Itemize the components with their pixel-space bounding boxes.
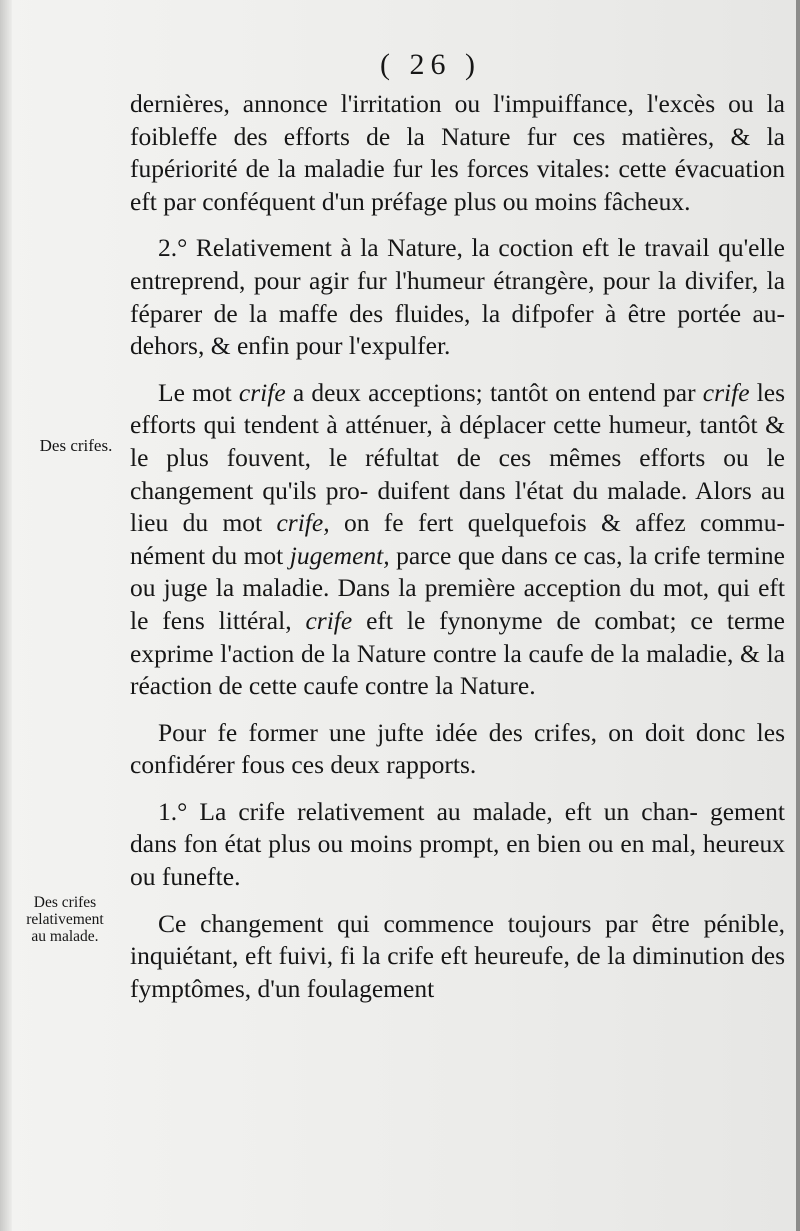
italic-word: crife bbox=[238, 377, 286, 407]
text-line: parce que dans ce cas, la bbox=[389, 540, 648, 570]
text-line: Ce changement qui commence toujours par être bbox=[158, 908, 690, 938]
margin-note-crises-relativement bbox=[6, 894, 124, 945]
paragraph-3 bbox=[130, 377, 785, 703]
page-left-shadow bbox=[0, 0, 12, 1231]
text-line: pénible, inquiétant, eft fuivi, fi la crife eft heureufe, bbox=[130, 908, 786, 971]
paragraph-4 bbox=[130, 717, 785, 782]
text-line: cette humeur, tantôt & le plus fouvent, le réfultat bbox=[130, 410, 786, 472]
text-line: pour l'expulfer. bbox=[295, 331, 451, 361]
text-line: Le mot bbox=[158, 377, 239, 407]
paragraph-6 bbox=[130, 908, 785, 1006]
text-line: a deux acceptions; tantôt on entend bbox=[285, 377, 656, 407]
text-line: Pour fe former une jufte idée des crifes, on doit bbox=[158, 717, 685, 747]
text-line: 1.° La crife relativement au malade, eft un chan- bbox=[158, 796, 698, 826]
text-line: ou la foibleffe des efforts de la Nature fur ces matières, bbox=[130, 89, 786, 151]
text-line: ou en mal, heureux ou funefte. bbox=[130, 829, 786, 892]
italic-word: crife, bbox=[276, 508, 330, 538]
text-line: fluides, la difpofer à être portée au-dehors, & enfin bbox=[130, 298, 785, 361]
text-line: travail qu'elle entreprend, pour agir fur l'humeur bbox=[130, 233, 785, 295]
page-right-edge bbox=[796, 0, 800, 1231]
margin-note-line: relativement bbox=[26, 911, 104, 928]
text-line: de la diminution des fymptômes, d'un foulagement bbox=[130, 941, 786, 1003]
text-line: on fe fert quelquefois & affez commu- bbox=[329, 508, 786, 538]
text-line: 2.° Relativement à la Nature, la coction eft le bbox=[158, 233, 636, 263]
text-line: crife termine ou juge la maladie. Dans la première bbox=[130, 540, 785, 603]
text-line: nément du mot bbox=[130, 540, 290, 570]
text-line: eft bbox=[352, 605, 393, 635]
text-line: étrangère, pour la divifer, la féparer de la maffe des bbox=[130, 265, 786, 328]
paragraph-5 bbox=[130, 796, 785, 894]
page-number: ( 26 ) bbox=[380, 48, 481, 81]
text-line: le fynonyme de combat; ce terme exprime l'action bbox=[130, 605, 785, 668]
text-line: acception du mot, qui eft le fens littéral, bbox=[130, 573, 786, 635]
text-line: & la fupériorité de la maladie fur les forces vitales: bbox=[130, 121, 785, 184]
text-line: par bbox=[663, 377, 703, 407]
main-text bbox=[130, 88, 785, 1005]
margin-note-des-crises: Des crifes. bbox=[39, 436, 113, 455]
text-line: mot bbox=[222, 508, 277, 538]
text-line: donc les confidérer fous ces deux rapports. bbox=[130, 717, 786, 780]
italic-word: crife bbox=[702, 377, 750, 407]
margin-note-line: au malade. bbox=[31, 928, 99, 945]
paragraph-2 bbox=[130, 232, 785, 362]
margin-note-line: Des crifes bbox=[33, 894, 97, 911]
paragraph-1 bbox=[130, 88, 785, 218]
text-line: cette évacuation eft par conféquent d'un préfage plus bbox=[130, 154, 786, 216]
text-line: de la Nature contre la caufe de la maladie, & la bbox=[300, 638, 786, 668]
text-line: duifent dans l'état du malade. Alors au lieu du bbox=[130, 475, 786, 538]
text-line: dernières, annonce l'irritation ou l'impuiffance, l'excès bbox=[130, 89, 716, 118]
italic-word: crife bbox=[305, 605, 353, 635]
text-line: de ces mêmes efforts ou le changement qu'ils pro- bbox=[130, 442, 785, 505]
text-line: ou moins fâcheux. bbox=[502, 186, 691, 216]
text-line: gement dans fon état plus ou moins prompt, en bien bbox=[130, 796, 786, 859]
italic-word: jugement, bbox=[289, 540, 390, 570]
text-line: réaction de cette caufe contre la Nature. bbox=[130, 671, 536, 701]
text-line: les efforts qui tendent à atténuer, à déplacer bbox=[130, 377, 786, 440]
